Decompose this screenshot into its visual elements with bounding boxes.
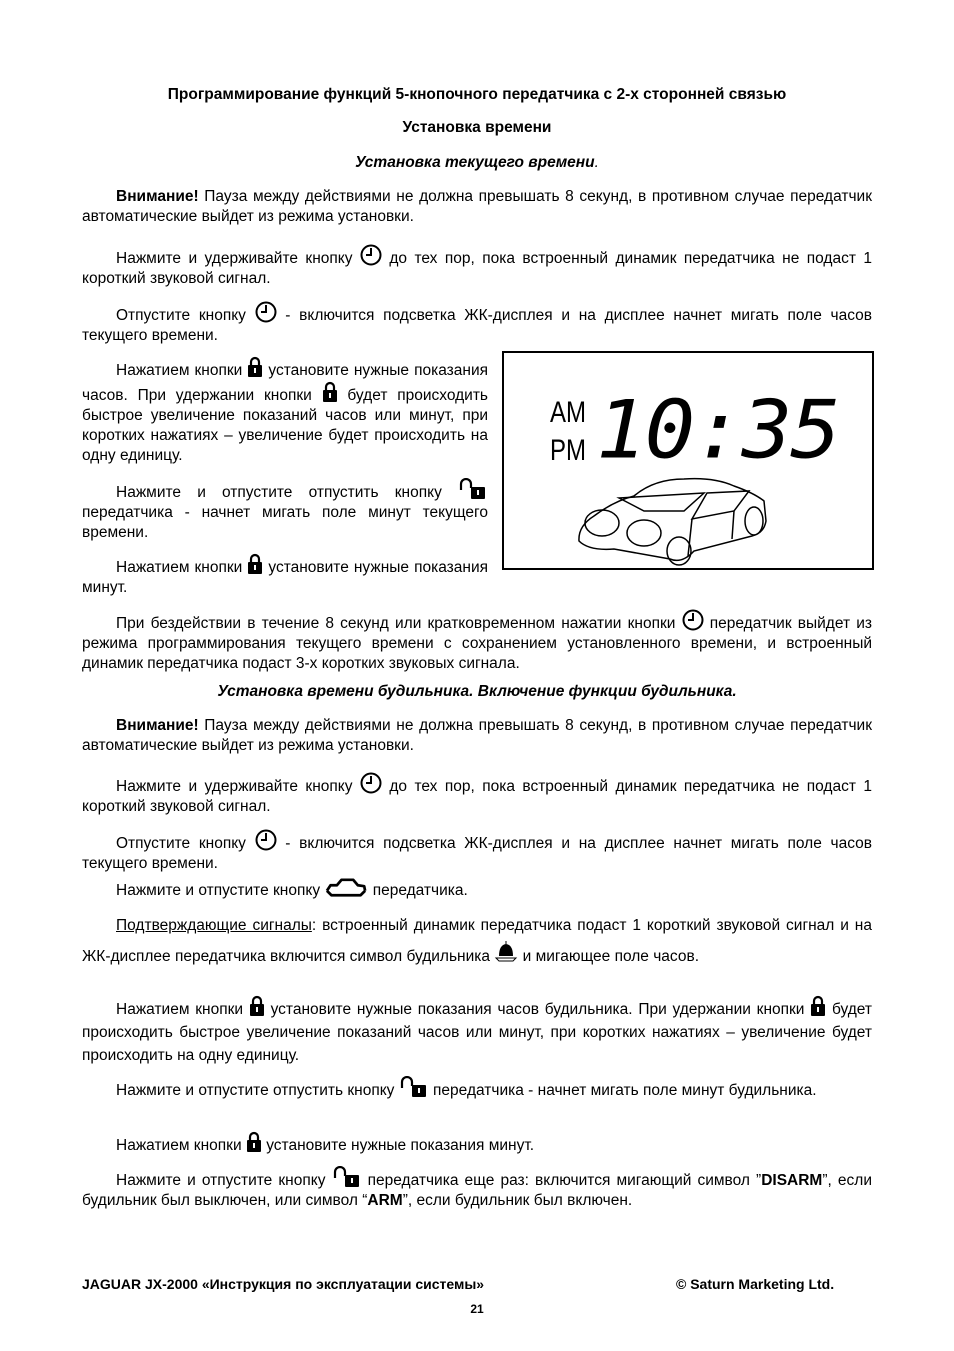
unlock-icon	[458, 478, 488, 500]
text: до тех пор, пока встроенный динамик передатчика не подаст 1 короткий звуковой сигнал.	[82, 250, 872, 287]
disarm-label: DISARM	[761, 1172, 823, 1189]
subheading-alarm: Установка времени будильника. Включение функции будильника.	[217, 683, 737, 700]
set-hours-paragraph	[82, 356, 488, 466]
clock-icon	[360, 772, 382, 794]
confirm-label: Подтверждающие сигналы	[116, 917, 312, 934]
text: Нажатием кнопки	[116, 1137, 246, 1154]
text: Нажмите и отпустите отпустить кнопку	[116, 1082, 399, 1099]
text: передатчика - начнет мигать поле минут будильника.	[428, 1082, 817, 1099]
text: ”, если будильник был выключен, или символ “	[82, 1172, 872, 1209]
clock-icon	[682, 609, 704, 631]
alarm-hours-paragraph	[82, 995, 872, 1067]
attention-label: Внимание!	[116, 717, 199, 734]
set-minutes-paragraph	[82, 553, 488, 598]
lcd-time: 10:35	[596, 383, 839, 477]
text: При бездействии в течение 8 секунд или кратковременном нажатии кнопки	[116, 615, 682, 632]
unlock-icon	[399, 1076, 429, 1098]
text: Нажмите и удерживайте кнопку	[116, 778, 360, 795]
text: установите нужные показания минут.	[82, 559, 488, 596]
unlock-icon	[332, 1166, 362, 1188]
text: установите нужные показания часов. При удержании кнопки	[82, 362, 488, 404]
am-label: AM	[550, 396, 586, 429]
lock-icon	[810, 995, 826, 1017]
lock-icon	[246, 1131, 262, 1153]
alarm-set-minutes-paragraph	[82, 1131, 872, 1156]
arm-disarm-paragraph	[82, 1166, 872, 1211]
text: до тех пор, пока встроенный динамик передатчика не подаст 1 короткий звуковой сигнал.	[82, 778, 872, 815]
page-title: Программирование функций 5-кнопочного передатчика с 2-х сторонней связью	[167, 86, 787, 103]
confirm-paragraph	[82, 911, 872, 971]
lcd-display-figure	[502, 351, 874, 570]
exit-paragraph	[82, 609, 872, 674]
alarm-minutes-blink-paragraph	[82, 1076, 872, 1101]
text: - включится подсветка ЖК-дисплея и на дисплее начнет мигать поле часов текущего времени.	[82, 835, 872, 872]
text: : встроенный динамик передатчика подаст 1 короткий звуковой сигнал и на ЖК-дисплее передатчика включится символ будильника	[82, 917, 872, 965]
lock-icon	[247, 553, 263, 575]
attention-text: Пауза между действиями не должна превышать 8 секунд, в противном случае передатчик автоматические выйдет из режима установки.	[82, 188, 872, 225]
text: Отпустите кнопку	[116, 307, 255, 324]
lock-icon	[247, 356, 263, 378]
release-paragraph	[82, 301, 872, 346]
footer-right: © Saturn Marketing Ltd.	[676, 1276, 835, 1292]
text: Нажатием кнопки	[116, 559, 248, 576]
text: Нажмите и удерживайте кнопку	[116, 250, 360, 267]
attention-paragraph-2	[82, 716, 872, 756]
attention-label: Внимание!	[116, 188, 199, 205]
subheading-text: Установка текущего времени	[355, 154, 595, 171]
text: - включится подсветка ЖК-дисплея и на дисплее начнет мигать поле часов текущего времени.	[82, 307, 872, 344]
car-icon	[324, 878, 368, 898]
text: передатчика.	[368, 882, 468, 899]
text: передатчика - начнет мигать поле минут текущего времени.	[82, 504, 488, 541]
section-heading: Установка времени	[402, 119, 552, 136]
text: Нажатием кнопки	[116, 362, 248, 379]
text: передатчика еще раз: включится мигающий символ ”	[361, 1172, 762, 1189]
text: установите нужные показания минут.	[261, 1137, 535, 1154]
text: Нажмите и отпустите кнопку	[116, 882, 325, 899]
pm-label: PM	[550, 434, 586, 467]
text: будет происходить быстрое увеличение показаний часов или минут, при коротких нажатиях – увеличение будет происходить на одну единицу.	[82, 1001, 873, 1064]
hold-paragraph-2	[82, 772, 872, 817]
text: Отпустите кнопку	[116, 835, 255, 852]
subheading-dot: .	[594, 154, 599, 171]
bell-icon	[494, 940, 518, 964]
arm-label: ARM	[367, 1192, 403, 1209]
text: Нажмите и отпустите отпустить кнопку	[116, 484, 458, 501]
car-illustration	[574, 471, 774, 566]
clock-icon	[255, 301, 277, 323]
text: Нажмите и отпустите кнопку	[116, 1172, 332, 1189]
page-number: 21	[470, 1302, 484, 1316]
footer-left: JAGUAR JX-2000 «Инструкция по эксплуатации системы»	[82, 1276, 485, 1292]
attention-text: Пауза между действиями не должна превышать 8 секунд, в противном случае передатчик автоматические выйдет из режима установки.	[82, 717, 872, 754]
hold-paragraph	[82, 244, 872, 289]
subheading-current-time	[82, 154, 872, 172]
attention-paragraph	[82, 187, 872, 227]
minutes-blink-paragraph	[82, 478, 488, 543]
text: будет происходить быстрое увеличение показаний часов или минут, при коротких нажатиях – увеличение будет происходить на одну единицу.	[82, 387, 488, 464]
text: ”, если будильник был включен.	[402, 1192, 633, 1209]
lock-icon	[322, 381, 338, 403]
text: передатчик выйдет из режима программирования текущего времени с сохранением установленного времени, и встроенный динамик передатчика подаст 3-х коротких звуковых сигнала.	[82, 615, 872, 672]
text: установите нужные показания часов будильника. При удержании кнопки	[264, 1001, 811, 1018]
lock-icon	[249, 995, 265, 1017]
text: Нажатием кнопки	[116, 1001, 249, 1018]
text: и мигающее поле часов.	[518, 948, 700, 965]
release-paragraph-2	[82, 829, 872, 874]
car-button-paragraph	[82, 878, 872, 901]
clock-icon	[255, 829, 277, 851]
clock-icon	[360, 244, 382, 266]
